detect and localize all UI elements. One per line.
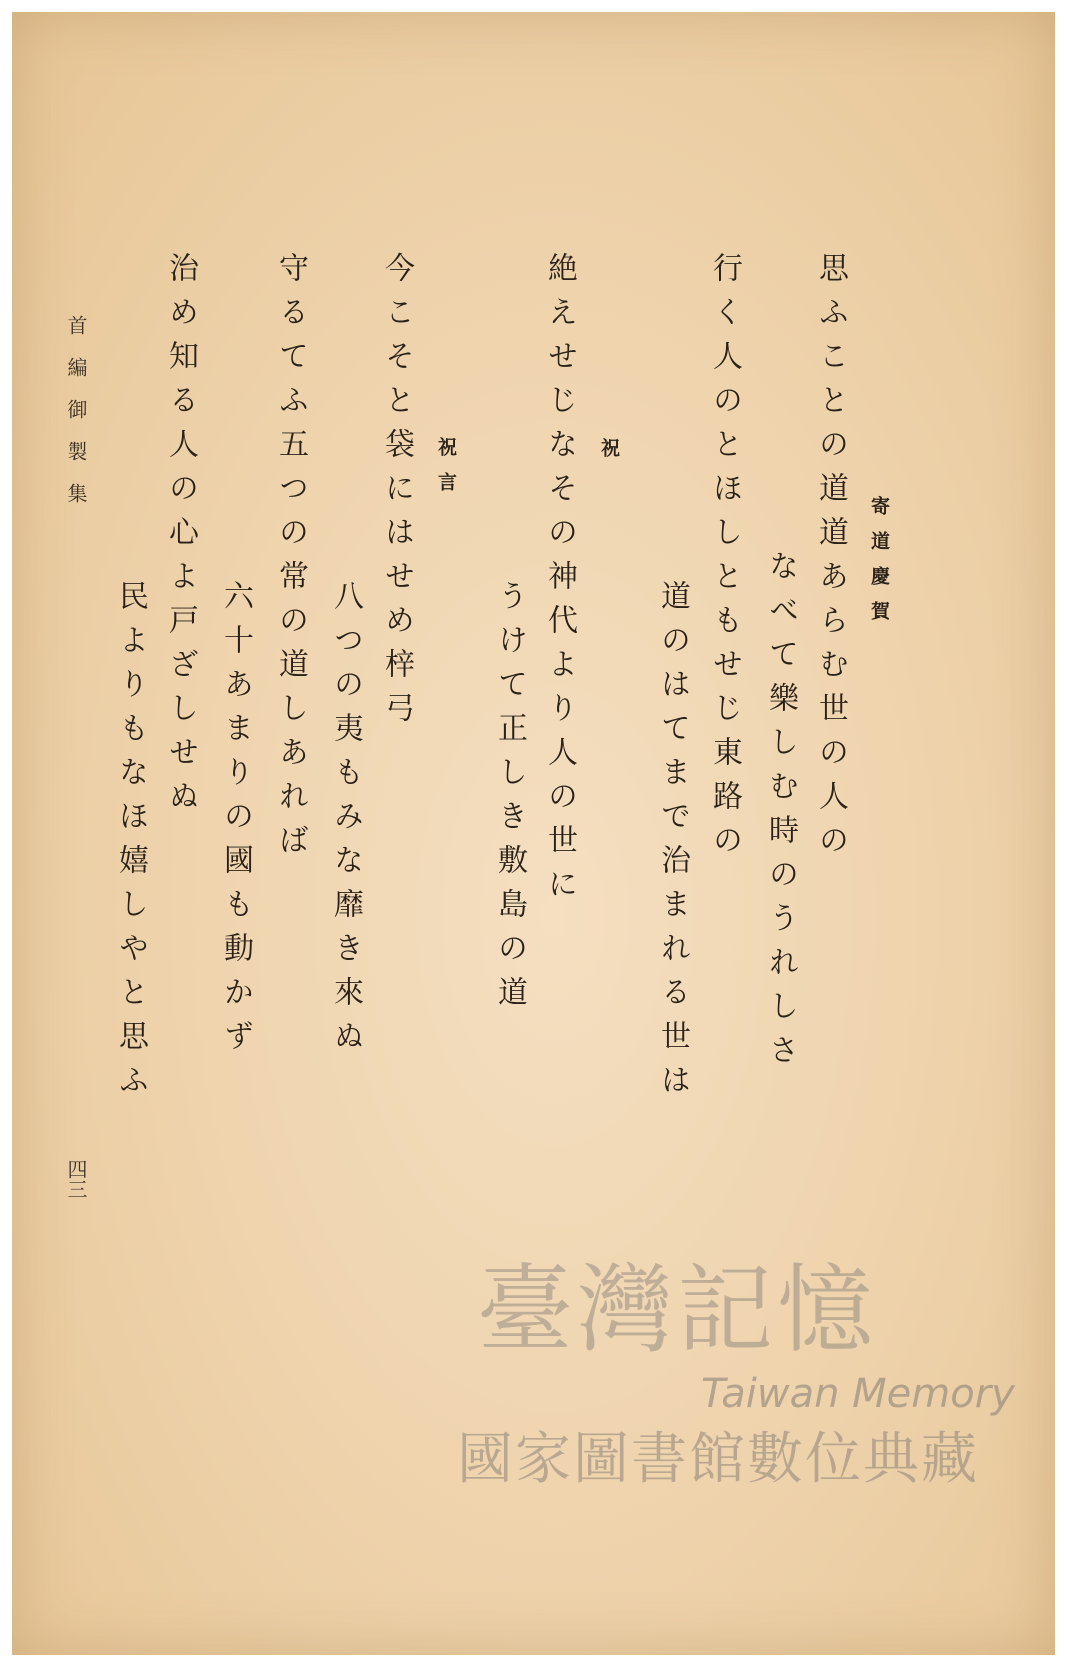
watermark-subtitle: 國家圖書館數位典藏 <box>457 1427 979 1492</box>
poem-line: 守るてふ五つの常の道しあれば <box>273 252 308 868</box>
poem-title-kitadou-keiga: 寄道慶賀 <box>868 496 890 636</box>
poem-line: 今こそと袋にはせめ梓弓 <box>379 252 414 736</box>
poem-line: 八つの夷もみな靡き來ぬ <box>328 580 363 1064</box>
poem-line: 道のはてまで治まれる世は <box>655 580 690 1108</box>
poem-line: 行く人のとほしともせじ東路の <box>707 252 742 868</box>
watermark-logo <box>437 1254 1037 1582</box>
watermark-english: Taiwan Memory <box>701 1371 1015 1417</box>
poem-title-iwai: 祝 <box>598 438 620 473</box>
poem-line: なべて樂しむ時のうれしさ <box>763 550 798 1078</box>
poem-line: 思ふことの道道あらむ世の人の <box>813 252 848 868</box>
page-number: 四三 <box>64 1159 88 1199</box>
poem-line: 六十あまりの國も動かず <box>218 580 253 1064</box>
poem-line: うけて正しき敷島の道 <box>492 580 527 1020</box>
poem-line: 治め知る人の心よ戸ざしせぬ <box>163 252 198 824</box>
watermark-title: 臺灣記憶 <box>477 1254 877 1366</box>
running-head: 首編御製集 <box>64 315 88 525</box>
poem-line: 絶えせじなその神代より人の世に <box>542 252 577 912</box>
poem-line: 民よりもなほ嬉しやと思ふ <box>113 580 148 1108</box>
poem-title-shugen: 祝言 <box>435 437 457 507</box>
book-page <box>12 12 1055 1655</box>
